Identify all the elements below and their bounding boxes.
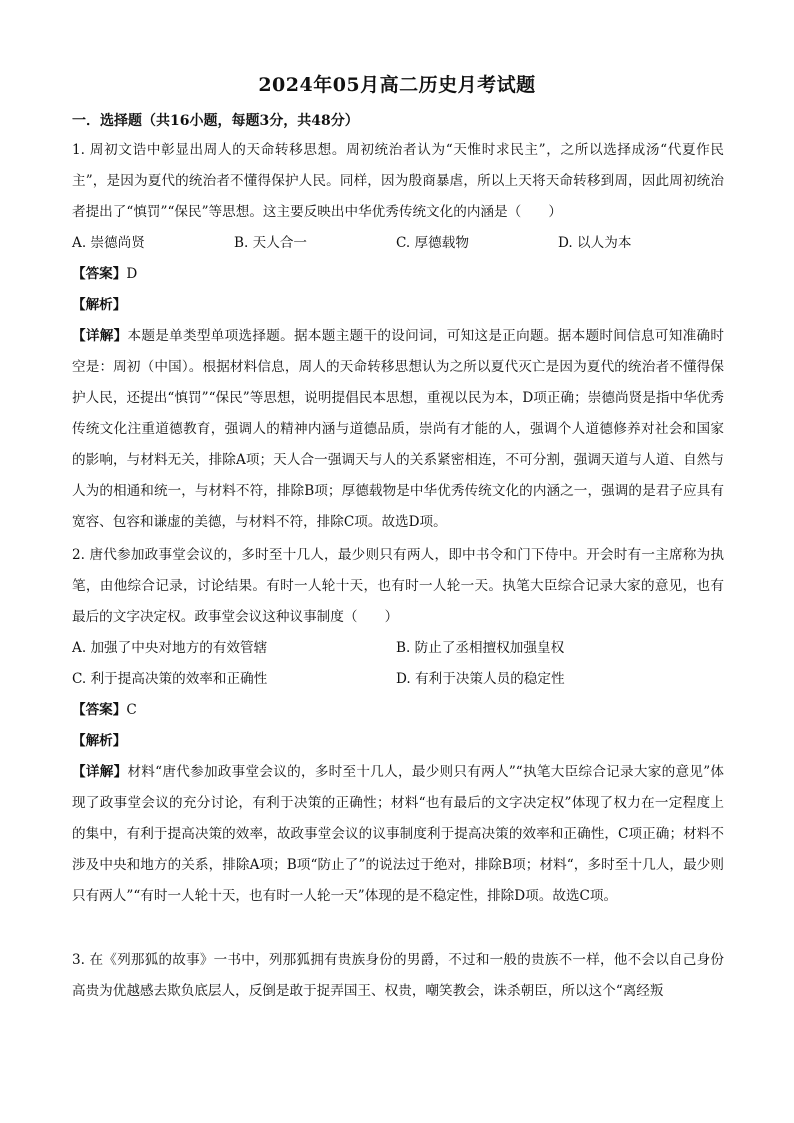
answer-label: 【答案】 <box>72 702 127 718</box>
answer-value: C <box>126 702 137 718</box>
answer-value: D <box>126 266 138 282</box>
question-1-detail <box>72 321 724 538</box>
question-1-option-c: C. 厚德载物 <box>396 235 469 251</box>
question-1-option-a: A. 崇德尚贤 <box>72 235 145 251</box>
section-heading: 一．选择题（共16小题，每题3分，共48分） <box>72 113 359 129</box>
question-2-options-row-2 <box>72 664 724 695</box>
question-2-analysis-label: 【解析】 <box>72 733 127 749</box>
question-1-stem: 1. 周初文诰中彰显出周人的天命转移思想。周初统治者认为“天惟时求民主”，之所以选择成汤“代夏作民主”，是因为夏代的统治者不懂得保护人民。同样，因为殷商暴虐，所以上天将天命转移到周，因此周初统治者提出了“慎罚”“保民”等思想。这主要反映出中华优秀传统文化的内涵是（ ） <box>72 142 724 220</box>
question-2-stem: 2. 唐代参加政事堂会议的，多时至十几人，最少则只有两人，即中书令和门下侍中。开会时有一主席称为执笔，由他综合记录，讨论结果。有时一人轮十天，也有时一人轮一天。执笔大臣综合记录大家的意见，也有最后的文字决定权。政事堂会议这种议事制度（ ） <box>72 547 724 625</box>
question-2-detail <box>72 757 724 912</box>
detail-label: 【详解】 <box>72 328 128 344</box>
question-1-option-d: D. 以人为本 <box>558 235 632 251</box>
question-2-option-c: C. 利于提高决策的效率和正确性 <box>72 671 268 687</box>
question-2 <box>72 540 724 912</box>
detail-text: 材料“唐代参加政事堂会议的，多时至十几人，最少则只有两人”“执笔大臣综合记录大家的意见”体现了政事堂会议的充分讨论，有利于决策的正确性；材料“也有最后的文字决定权”体现了权力在一定程度上的集中，有利于提高决策的效率，故政事堂会议的议事制度利于提高决策的效率和正确性，C项正确；材料不涉及中央和地方的关系，排除A项；B项“防止了”的说法过于绝对，排除B项；材料“，多时至十几人，最少则只有两人”“有时一人轮十天，也有时一人轮一天”体现的是不稳定性，排除D项。故选C项。 <box>72 764 724 904</box>
detail-label: 【详解】 <box>72 764 128 780</box>
detail-text: 本题是单类型单项选择题。据本题主题干的设问词，可知这是正向题。据本题时间信息可知准确时空是：周初（中国）。根据材料信息，周人的天命转移思想认为之所以夏代灭亡是因为夏代的统治者不懂得保护人民，还提出“慎罚”“保民”等思想，说明提倡民本思想，重视以民为本，D项正确；崇德尚贤是指中华优秀传统文化注重道德教育，强调人的精神内涵与道德品质，崇尚有才能的人，强调个人道德修养对社会和国家的影响，与材料无关，排除A项；天人合一强调天与人的关系紧密相连，不可分割，强调天道与人道、自然与人为的相通和统一，与材料不符，排除B项；厚德载物是中华优秀传统文化的内涵之一，强调的是君子应具有宽容、包容和谦虚的美德，与材料不符，排除C项。故选D项。 <box>72 328 724 530</box>
question-2-options-row-1 <box>72 633 724 664</box>
question-2-option-d: D. 有利于决策人员的稳定性 <box>396 671 565 687</box>
answer-label: 【答案】 <box>72 266 127 282</box>
page-title: 2024年05月高二历史月考试题 <box>258 74 536 96</box>
question-3-stem: 3. 在《列那狐的故事》一书中，列那狐拥有贵族身份的男爵，不过和一般的贵族不一样，他不会以自己身份高贵为优越感去欺负底层人，反倒是敢于捉弄国王、权贵，嘲笑教会，诛杀朝臣，所以这个“离经叛 <box>72 952 724 999</box>
question-2-answer <box>72 695 724 726</box>
question-1-options <box>72 228 724 259</box>
question-3 <box>72 945 724 1007</box>
question-2-option-a: A. 加强了中央对地方的有效管辖 <box>72 640 268 656</box>
question-1-analysis-label: 【解析】 <box>72 297 127 313</box>
question-1 <box>72 135 724 538</box>
question-2-option-b: B. 防止了丞相擅权加强皇权 <box>396 640 565 656</box>
question-1-answer <box>72 259 724 290</box>
question-1-option-b: B. 天人合一 <box>234 235 308 251</box>
